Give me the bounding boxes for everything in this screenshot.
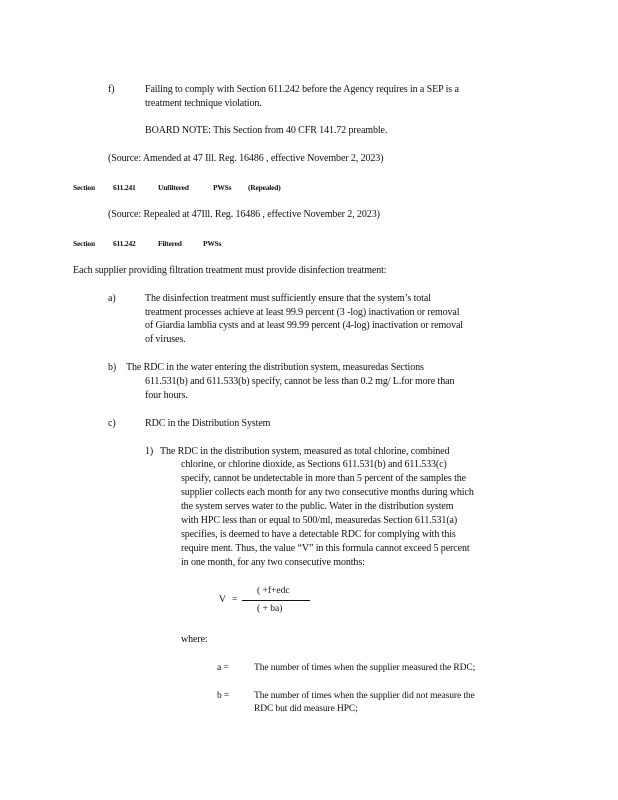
item-c-heading: RDC in the Distribution System: [145, 418, 271, 429]
item-c1-line: specifies, is deemed to have a detectable RDC for complying with this: [181, 529, 456, 540]
section-242-number: 611.242: [113, 239, 136, 248]
section-241-label: Section: [73, 183, 95, 192]
item-a-line-3: of Giardia lamblia cysts and at least 99.99 percent (4-log) inactivation or removal: [145, 320, 463, 331]
item-b-line-2: 611.531(b) and 611.533(b) specify, cannot be less than 0.2 mg/ L.for more than: [145, 376, 455, 387]
section-242-label: Section: [73, 239, 95, 248]
item-c1-line: supplier collects each month for any two consecutive months during which: [181, 487, 474, 498]
intro-paragraph: Each supplier providing filtration treatment must provide disinfection treatment:: [73, 265, 387, 276]
section-241-number: 611.241: [113, 183, 136, 192]
item-c1-line: require ment. Thus, the value “V” in this formula cannot exceed 5 percent: [181, 543, 470, 554]
formula-numerator: ( +f+edc: [257, 586, 290, 596]
item-c1-marker: 1): [145, 446, 154, 457]
item-c-marker: c): [108, 418, 116, 429]
item-f-marker: f): [108, 84, 115, 95]
formula-denominator: ( + ba): [257, 604, 283, 614]
definition-symbol: b =: [217, 691, 230, 701]
section-241-status: (Repealed): [248, 183, 281, 192]
definition-text: RDC but did measure HPC;: [254, 704, 358, 714]
item-c1-line: chlorine, or chlorine dioxide, as Sections 611.531(b) and 611.533(c): [181, 459, 447, 470]
definition-symbol: a =: [217, 663, 229, 673]
item-c1-line: the system serves water to the public. Water in the distribution system: [181, 501, 454, 512]
item-b-line-3: four hours.: [145, 390, 188, 401]
item-c1-line: The RDC in the distribution system, measured as total chlorine, combined: [160, 446, 450, 457]
board-note: BOARD NOTE: This Section from 40 CFR 141.72 preamble.: [145, 125, 388, 136]
where-label: where:: [181, 634, 208, 645]
source-note-1: (Source: Amended at 47 Ill. Reg. 16486 , effective November 2, 2023): [108, 153, 384, 164]
item-b-line-1: The RDC in the water entering the distribution system, measuredas Sections: [126, 362, 424, 373]
item-a-line-1: The disinfection treatment must sufficiently ensure that the system’s total: [145, 293, 431, 304]
formula-lhs: V: [219, 595, 226, 605]
item-f-line-1: Failing to comply with Section 611.242 before the Agency requires in a SEP is a: [145, 84, 459, 95]
section-242-title: Filtered: [158, 239, 182, 248]
item-a-line-2: treatment processes achieve at least 99.9 percent (3 -log) inactivation or removal: [145, 307, 460, 318]
item-a-marker: a): [108, 293, 116, 304]
item-b-marker: b): [108, 362, 117, 373]
definition-text: The number of times when the supplier did not measure the: [254, 691, 475, 701]
section-242-sub: PWSs: [203, 239, 222, 248]
formula-equals: =: [232, 595, 238, 605]
item-f-line-2: treatment technique violation.: [145, 98, 262, 109]
item-c1-line: with HPC less than or equal to 500/ml, measuredas Section 611.531(a): [181, 515, 458, 526]
section-241-title: Unfiltered: [158, 183, 189, 192]
source-note-2: (Source: Repealed at 47Ill. Reg. 16486 , effective November 2, 2023): [108, 209, 380, 220]
item-c1-line: specify, cannot be undetectable in more than 5 percent of the samples the: [181, 473, 466, 484]
definition-text: The number of times when the supplier measured the RDC;: [254, 663, 476, 673]
section-241-sub: PWSs: [213, 183, 232, 192]
fraction-bar: [242, 600, 310, 601]
item-c1-line: in one month, for any two consecutive months:: [181, 557, 365, 568]
item-a-line-4: of viruses.: [145, 334, 186, 345]
